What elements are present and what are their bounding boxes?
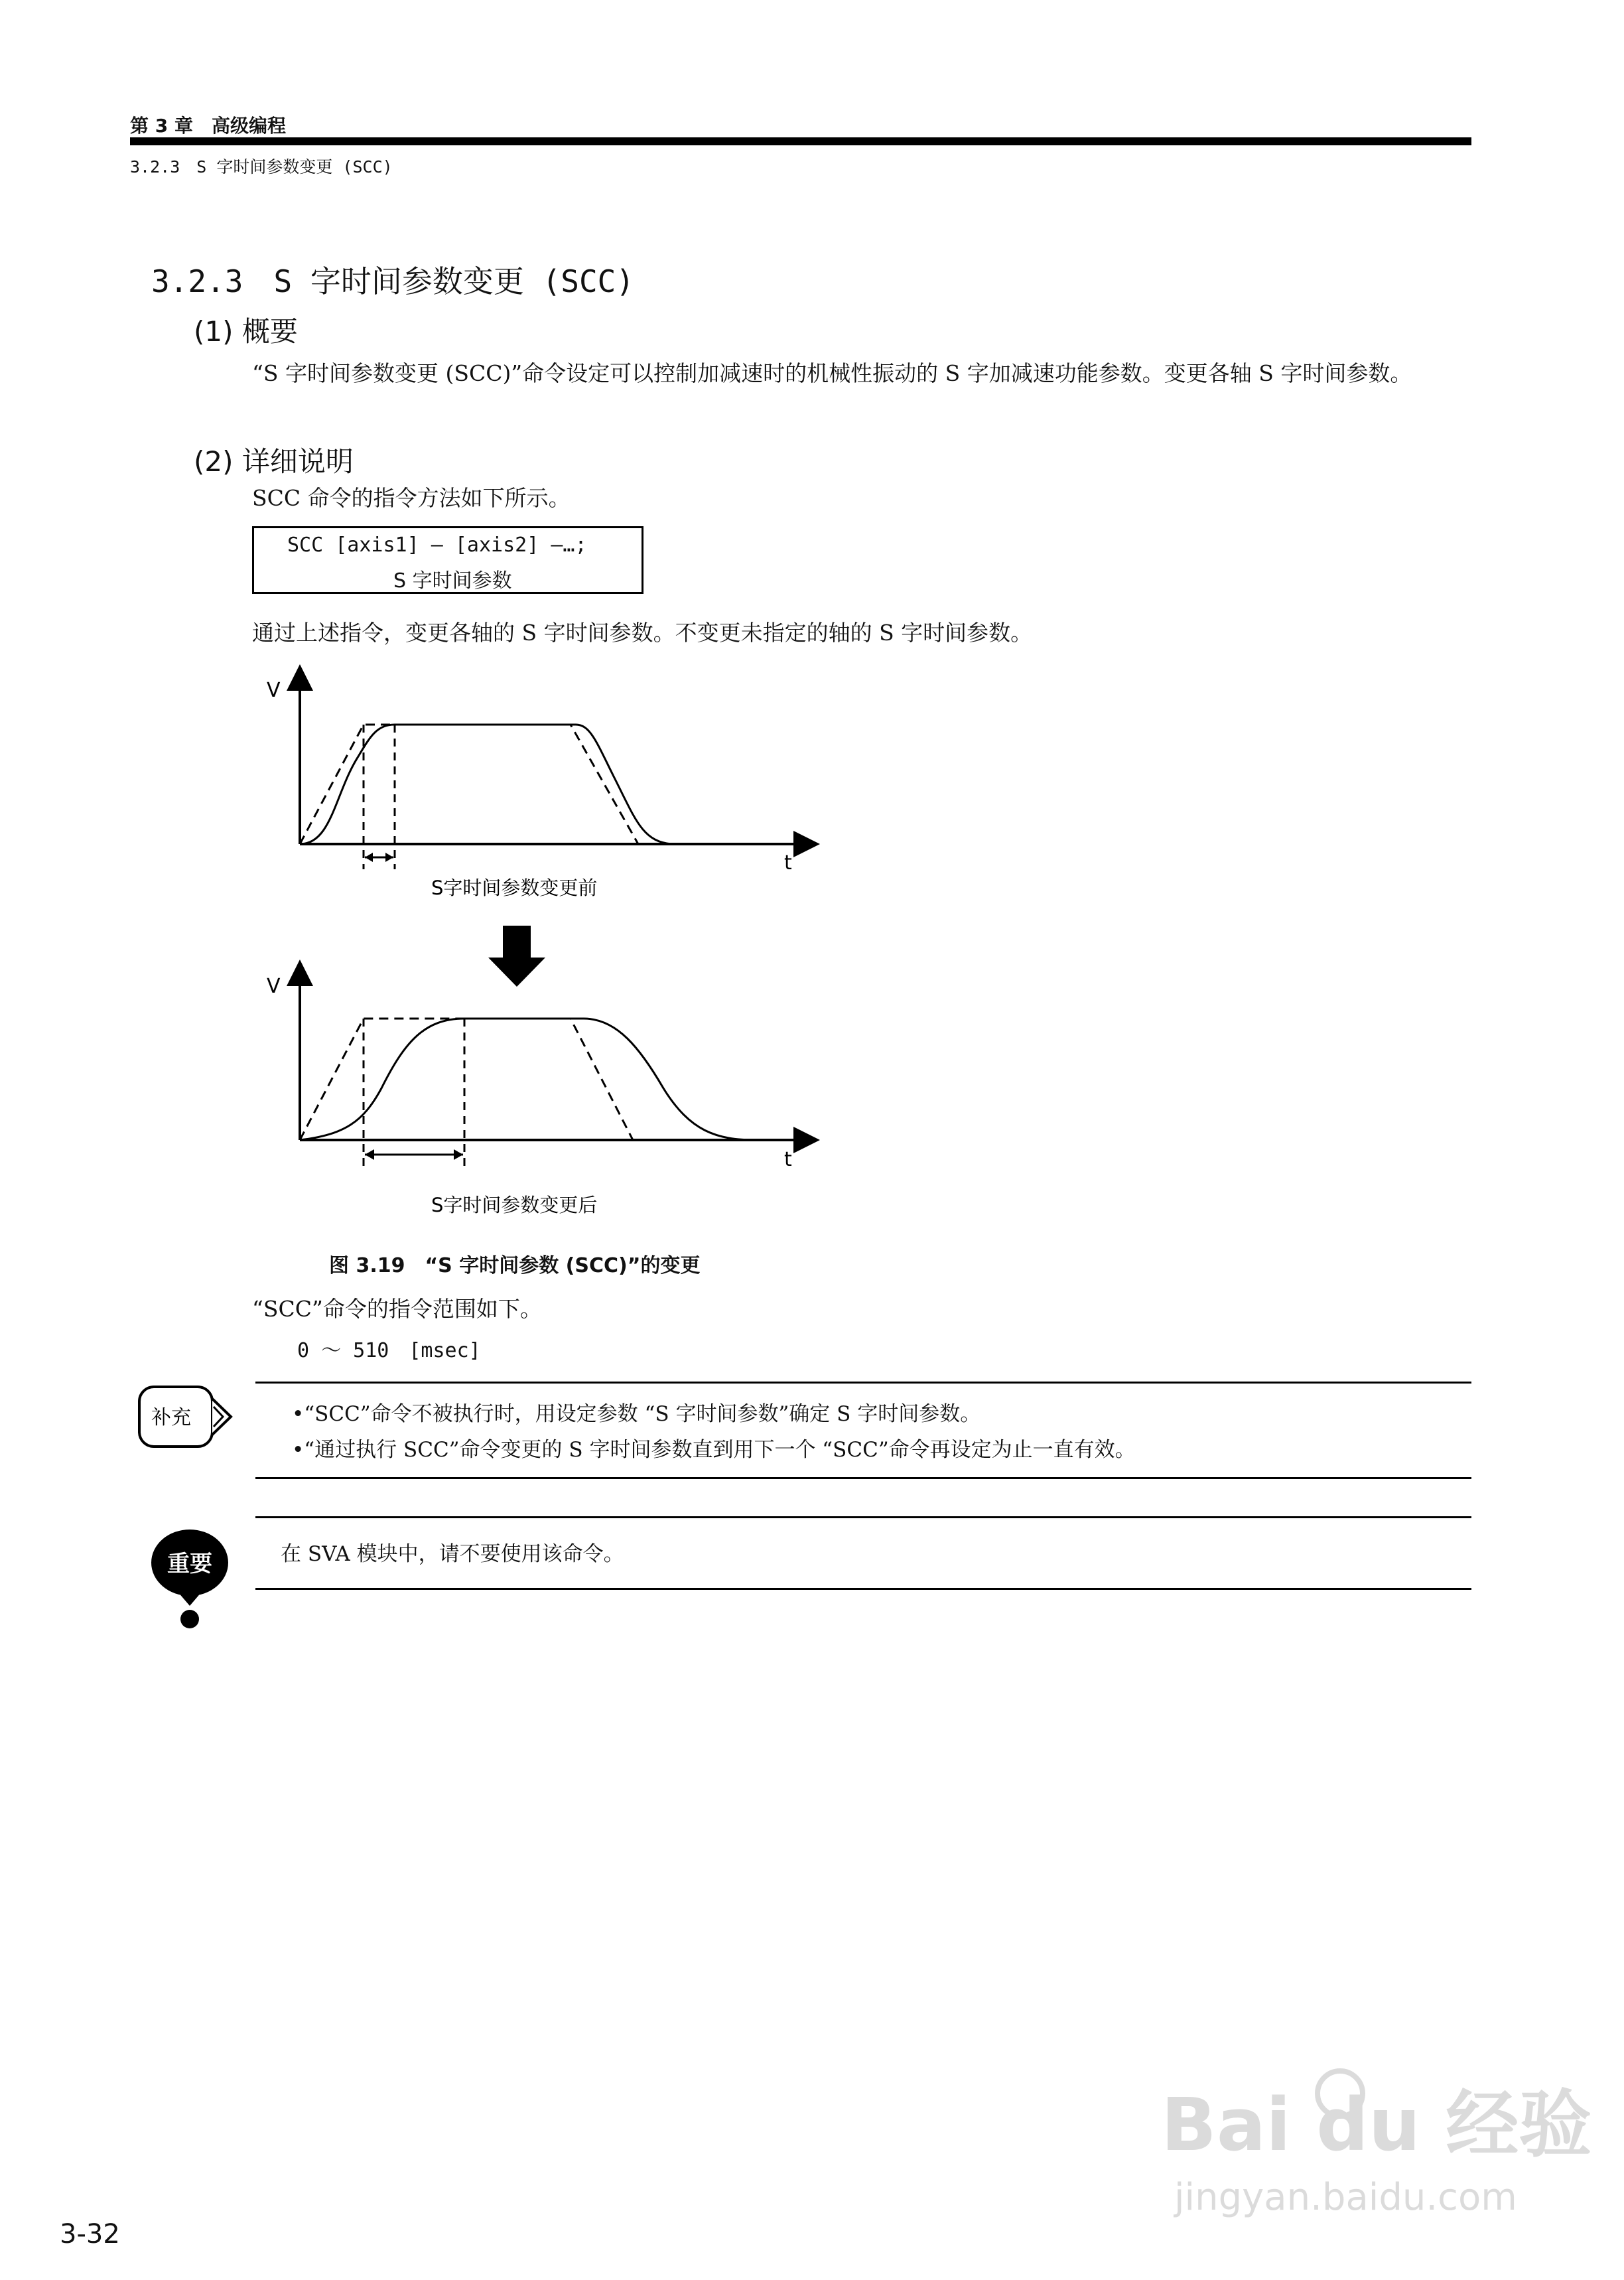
important-badge-label: 重要 (167, 1551, 212, 1577)
important-text: 在 SVA 模块中，请不要使用该命令。 (281, 1542, 624, 1566)
section-title: 3.2.3 S 字时间参数变更 (SCC) (151, 263, 635, 299)
supplement-note-2: •“通过执行 SCC”命令变更的 S 字时间参数直到用下一个 “SCC”命令再设定为止一直有效。 (292, 1438, 1136, 1462)
important-badge (151, 1530, 228, 1628)
chapter-header: 第 3 章 高级编程 (130, 115, 286, 137)
watermark-brand: Bai du 经验 (1161, 2082, 1592, 2167)
overview-heading: (1) 概要 (194, 315, 298, 348)
baidu-watermark-logo (1161, 2071, 1591, 2219)
bottom-v-label: V (267, 975, 281, 998)
bottom-trapezoid-dashed (300, 1019, 633, 1140)
supplement-badge-label: 补充 (151, 1406, 191, 1429)
bottom-s-curve (300, 1019, 756, 1140)
section-breadcrumb: 3.2.3 S 字时间参数变更 (SCC) (130, 157, 393, 177)
top-trapezoid-dashed (300, 725, 638, 844)
command-annotation: S 字时间参数 (393, 569, 512, 593)
top-interval-arrowhead-right (385, 853, 393, 862)
important-rule-top (255, 1516, 1471, 1518)
figure-caption: 图 3.19 “S 字时间参数 (SCC)”的变更 (329, 1254, 701, 1277)
supplement-rule-bottom (255, 1477, 1471, 1479)
important-badge-dot (180, 1610, 199, 1628)
supplement-note-1: •“SCC”命令不被执行时，用设定参数 “S 字时间参数”确定 S 字时间参数。 (292, 1402, 981, 1426)
down-arrow-icon (488, 926, 545, 987)
detail-intro-text: SCC 命令的指令方法如下所示。 (252, 485, 571, 511)
after-command-text: 通过上述指令，变更各轴的 S 字时间参数。不变更未指定的轴的 S 字时间参数。 (252, 620, 1033, 646)
top-v-label: V (267, 679, 281, 702)
watermark-url: jingyan.baidu.com (1174, 2176, 1517, 2219)
overview-text: “S 字时间参数变更 (SCC)”命令设定可以控制加减速时的机械性振动的 S 字加减速功能参数。变更各轴 S 字时间参数。 (252, 360, 1412, 386)
bottom-t-label: t (784, 1148, 792, 1171)
bottom-interval-arrowhead-left (365, 1149, 374, 1160)
bottom-interval-arrowhead-right (454, 1149, 463, 1160)
range-intro-text: “SCC”命令的指令范围如下。 (252, 1296, 542, 1322)
detail-heading: (2) 详细说明 (194, 445, 354, 478)
top-s-curve (300, 725, 671, 844)
page-number: 3-32 (60, 2219, 120, 2249)
top-interval-arrowhead-left (365, 853, 373, 862)
important-rule-bottom (255, 1588, 1471, 1590)
bottom-chart-caption: S字时间参数变更后 (431, 1194, 598, 1216)
supplement-badge (139, 1387, 231, 1447)
range-value: 0 ～ 510 [msec] (297, 1339, 481, 1362)
supplement-rule-top (255, 1382, 1471, 1384)
top-chart-caption: S字时间参数变更前 (431, 877, 598, 899)
command-syntax: SCC [axis1] — [axis2] —…; (287, 534, 587, 557)
top-t-label: t (784, 851, 792, 875)
